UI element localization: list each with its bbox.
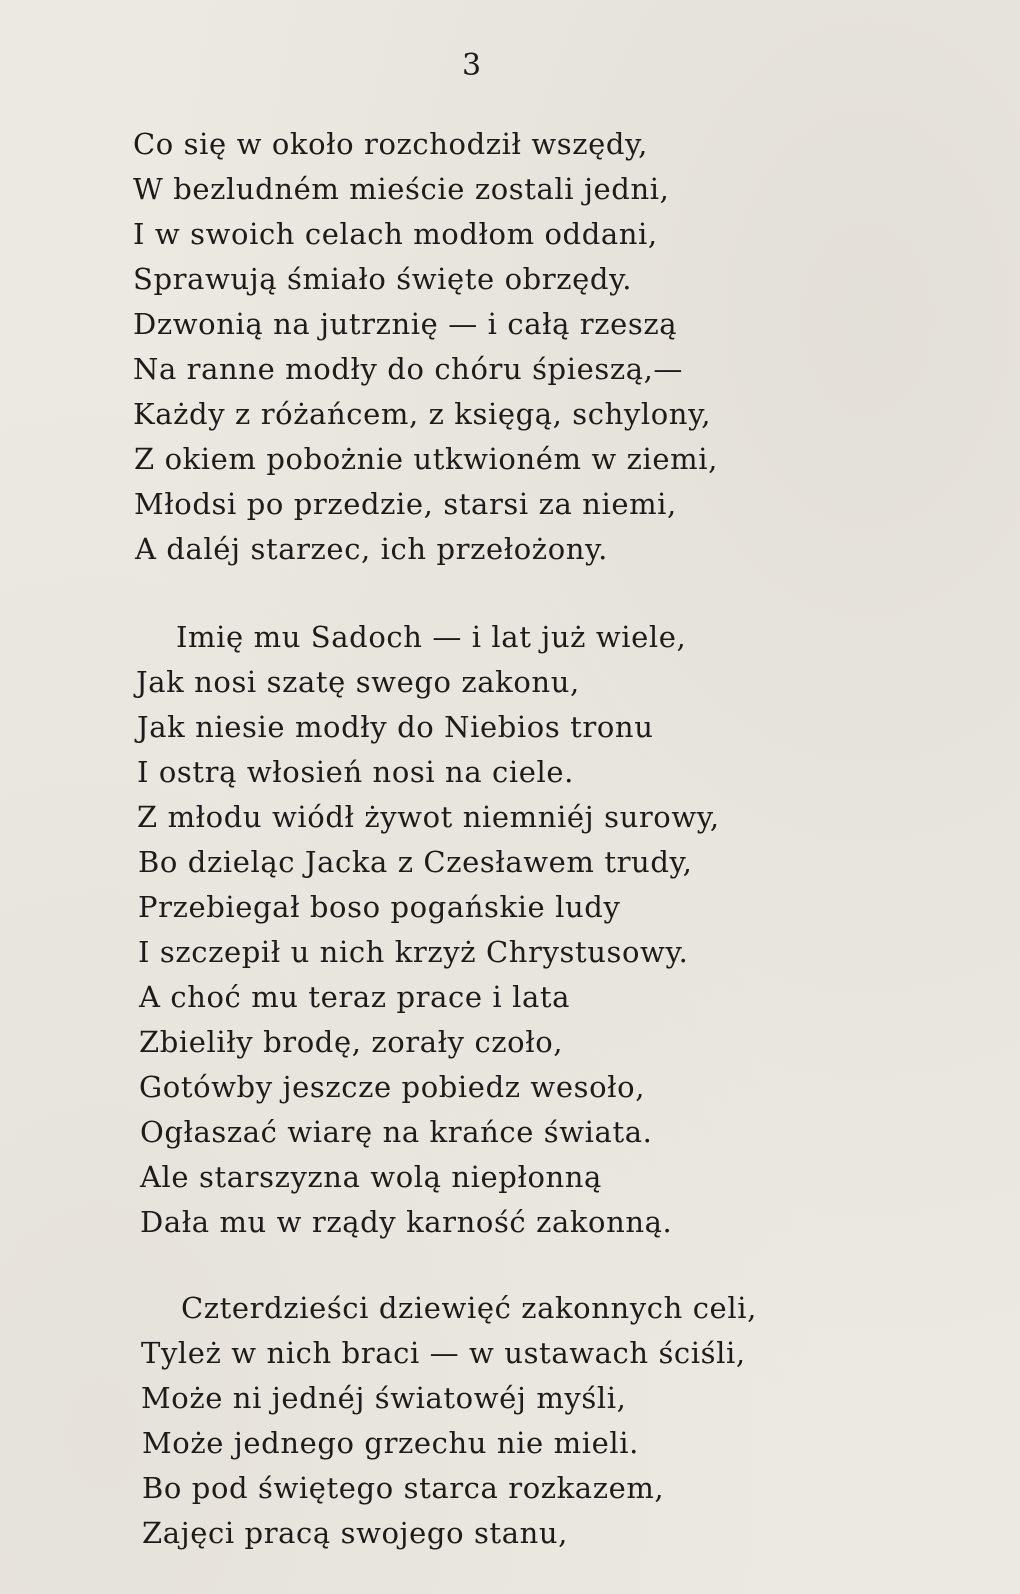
verse-line: Sprawują śmiało święte obrzędy. [133, 262, 633, 296]
verse-line: Tyleż w nich braci — w ustawach ściśli, [141, 1336, 746, 1370]
verse-line: W bezludném mieście zostali jedni, [133, 172, 670, 206]
page-number: 3 [462, 48, 482, 83]
verse-line: A daléj starzec, ich przełożony. [135, 532, 608, 566]
verse-line: Każdy z różańcem, z księgą, schylony, [133, 397, 712, 431]
verse-line: Dała mu w rządy karność zakonną. [140, 1205, 673, 1239]
verse-line: Z okiem pobożnie utkwioném w ziemi, [134, 442, 718, 476]
verse-line: Zbieliły brodę, zorały czoło, [139, 1025, 564, 1059]
verse-line: Przebiegał boso pogańskie ludy [138, 890, 621, 924]
verse-line: Ogłaszać wiarę na krańce świata. [140, 1115, 653, 1149]
verse-line: Bo pod świętego starca rozkazem, [142, 1471, 665, 1505]
verse-line: Zajęci pracą swojego stanu, [142, 1516, 568, 1550]
stanza-1 [0, 122, 1020, 572]
verse-line: Dzwonią na jutrznię — i całą rzeszą [133, 307, 678, 341]
verse-line: Może ni jednéj światowéj myśli, [141, 1381, 627, 1415]
verse-line: I ostrą włosień nosi na ciele. [137, 755, 574, 789]
verse-line: Jak niesie modły do Niebios tronu [137, 710, 654, 744]
verse-line: Ale starszyzna wolą niepłonną [140, 1160, 602, 1194]
verse-line: Jak nosi szatę swego zakonu, [136, 665, 580, 699]
verse-line: Na ranne modły do chóru śpieszą,— [133, 352, 684, 386]
verse-line: Gotówby jeszcze pobiedz wesoło, [139, 1070, 646, 1104]
verse-line: Bo dzieląc Jacka z Czesławem trudy, [138, 845, 693, 879]
verse-line: Imię mu Sadoch — i lat już wiele, [176, 620, 687, 654]
stanza-2 [0, 615, 1020, 1245]
stanza-3 [0, 1286, 1020, 1556]
verse-line: Może jednego grzechu nie mieli. [142, 1426, 639, 1460]
verse-line: Z młodu wiódł żywot niemniéj surowy, [137, 800, 720, 834]
verse-line: I w swoich celach modłom oddani, [133, 217, 658, 251]
verse-line: Czterdzieści dziewięć zakonnych celi, [181, 1291, 757, 1325]
verse-line: A choć mu teraz prace i lata [139, 980, 570, 1014]
verse-line: I szczepił u nich krzyż Chrystusowy. [138, 935, 689, 969]
verse-line: Co się w około rozchodził wszędy, [133, 127, 648, 161]
verse-line: Młodsi po przedzie, starsi za niemi, [134, 487, 677, 521]
